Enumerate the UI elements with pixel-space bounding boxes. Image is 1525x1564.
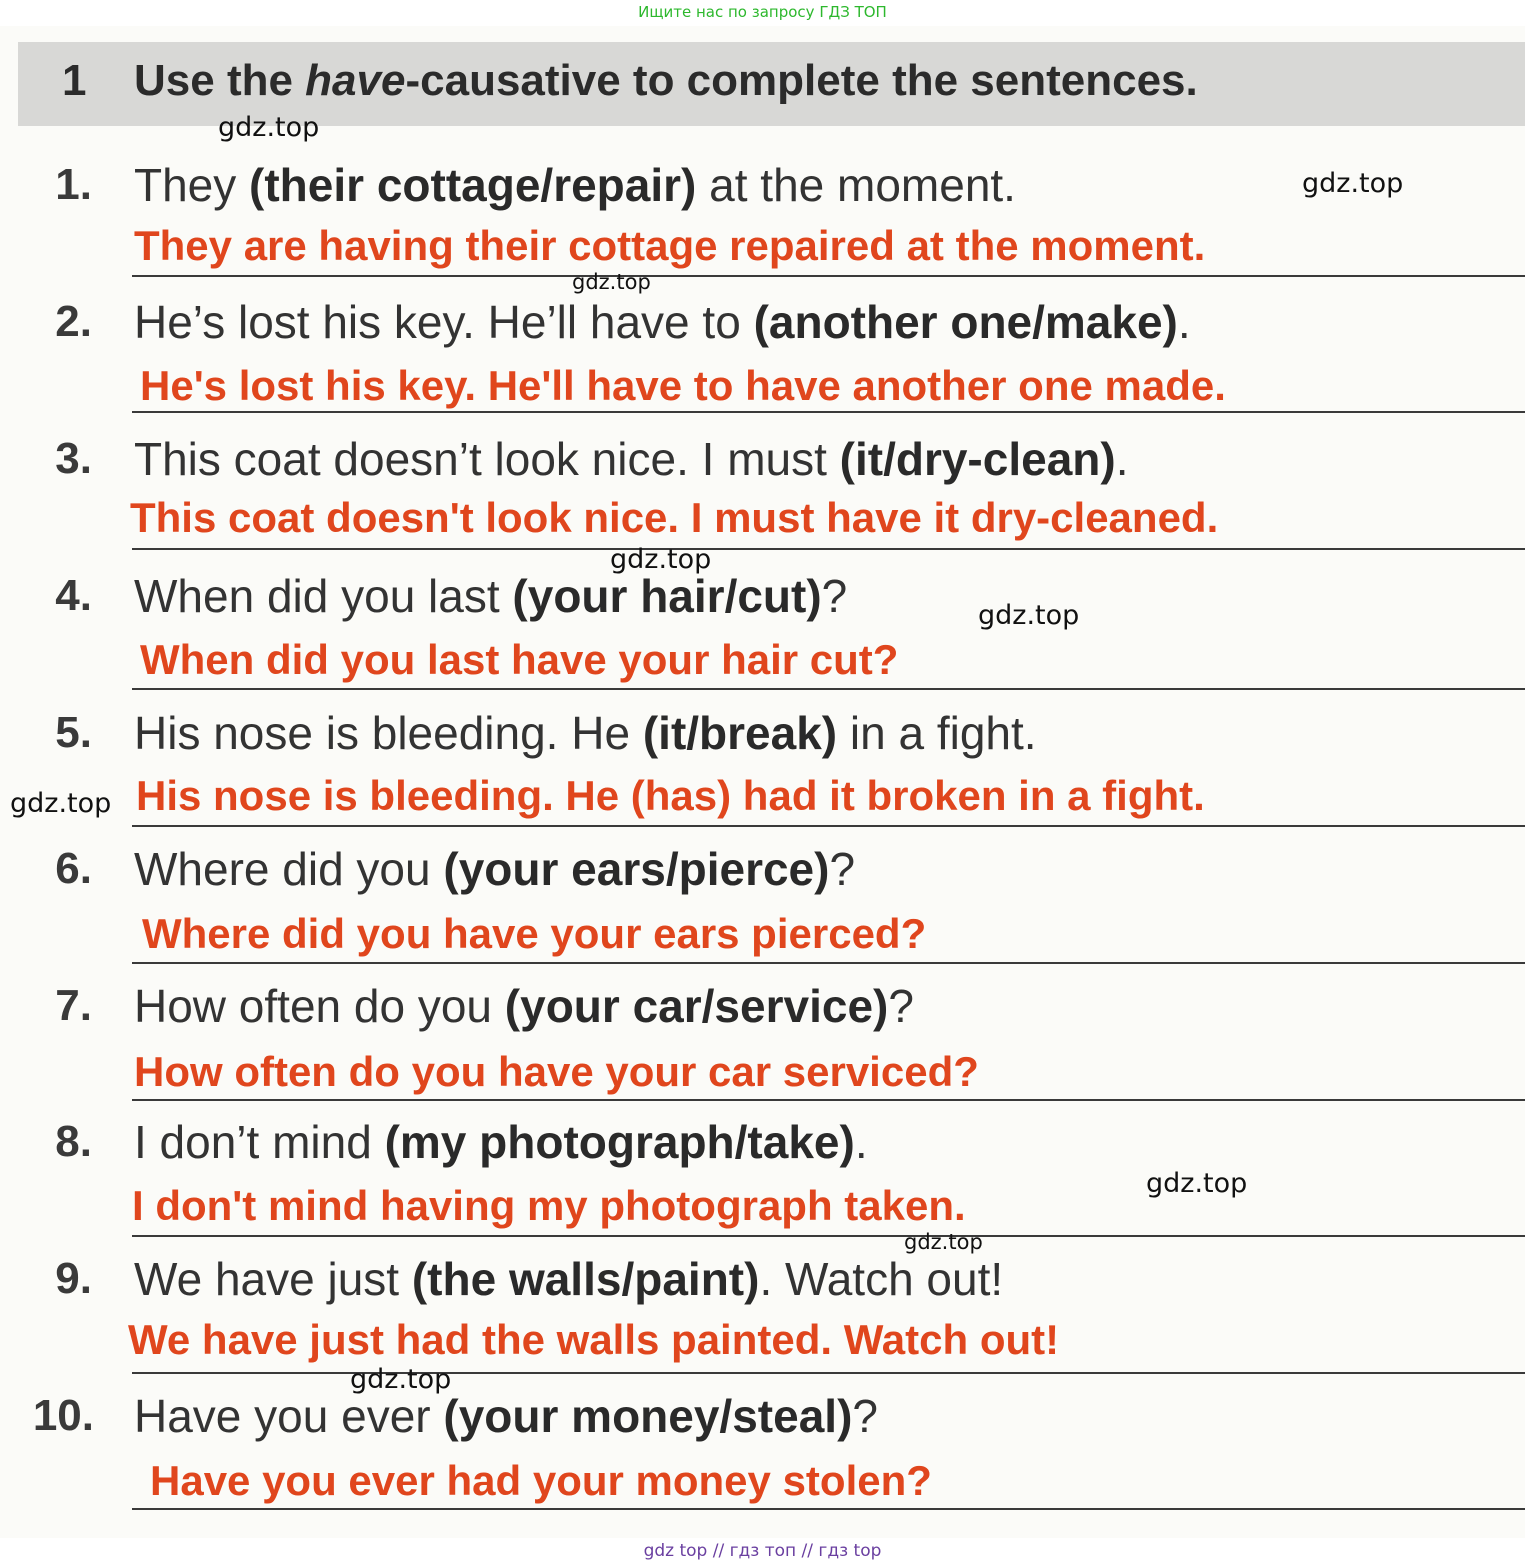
item-answer: This coat doesn't look nice. I must have it dry-cleaned.: [130, 494, 1219, 541]
item-number: 10.: [32, 1391, 94, 1440]
watermark: gdz.top: [10, 788, 112, 819]
item-prompt: Have you ever (your money/steal)?: [134, 1390, 878, 1442]
item-answer: Where did you have your ears pierced?: [142, 910, 927, 957]
item-answer: Have you ever had your money stolen?: [150, 1457, 932, 1504]
answer-line: [132, 825, 1525, 827]
item-answer: I don't mind having my photograph taken.: [132, 1182, 966, 1229]
answer-line: [132, 1508, 1525, 1510]
item-answer: They are having their cottage repaired at the moment.: [134, 222, 1206, 269]
watermark: gdz.top: [610, 544, 712, 575]
item-number: 2.: [55, 297, 92, 346]
item-number: 9.: [55, 1254, 92, 1303]
watermark: gdz.top: [978, 600, 1080, 631]
item-answer: How often do you have your car serviced?: [134, 1048, 979, 1095]
top-banner[interactable]: Ищите нас по запросу ГДЗ ТОП: [638, 3, 887, 21]
answer-line: [132, 548, 1525, 550]
item-number: 1.: [55, 160, 92, 209]
item-prompt: His nose is bleeding. He (it/break) in a fight.: [134, 707, 1037, 759]
answer-line: [132, 275, 1525, 277]
item-prompt: They (their cottage/repair) at the moment.: [134, 159, 1016, 211]
item-number: 8.: [55, 1117, 92, 1166]
watermark: gdz.top: [218, 112, 320, 143]
item-prompt: We have just (the walls/paint). Watch out!: [134, 1253, 1004, 1305]
item-number: 4.: [55, 571, 92, 620]
item-prompt: This coat doesn’t look nice. I must (it/dry-clean).: [134, 433, 1129, 485]
watermark: gdz.top: [904, 1230, 983, 1254]
exercise-number: 1: [62, 56, 87, 105]
item-prompt: I don’t mind (my photograph/take).: [134, 1116, 868, 1168]
item-number: 5.: [55, 708, 92, 757]
answer-line: [132, 1099, 1525, 1101]
answer-line: [132, 411, 1525, 413]
item-prompt: He’s lost his key. He’ll have to (another one/make).: [134, 296, 1191, 348]
exercise-title: Use the have-causative to complete the sentences.: [134, 56, 1198, 105]
watermark: gdz.top: [350, 1364, 452, 1395]
watermark: gdz.top: [572, 270, 651, 294]
item-number: 6.: [55, 844, 92, 893]
item-answer: When did you last have your hair cut?: [140, 636, 899, 683]
item-prompt: Where did you (your ears/pierce)?: [134, 843, 856, 895]
watermark: gdz.top: [1302, 168, 1404, 199]
answer-line: [132, 1372, 1525, 1374]
answer-line: [132, 688, 1525, 690]
item-number: 7.: [55, 981, 92, 1030]
item-answer: We have just had the walls painted. Watch out!: [128, 1316, 1060, 1363]
answer-line: [132, 962, 1525, 964]
item-number: 3.: [55, 434, 92, 483]
item-answer: He's lost his key. He'll have to have another one made.: [140, 362, 1226, 409]
watermark: gdz.top: [1146, 1168, 1248, 1199]
item-answer: His nose is bleeding. He (has) had it broken in a fight.: [136, 772, 1205, 819]
answer-line: [132, 1235, 1525, 1237]
footer-links[interactable]: gdz top // гдз топ // гдз top: [643, 1541, 882, 1561]
item-prompt: How often do you (your car/service)?: [134, 980, 914, 1032]
item-prompt: When did you last (your hair/cut)?: [134, 570, 848, 622]
